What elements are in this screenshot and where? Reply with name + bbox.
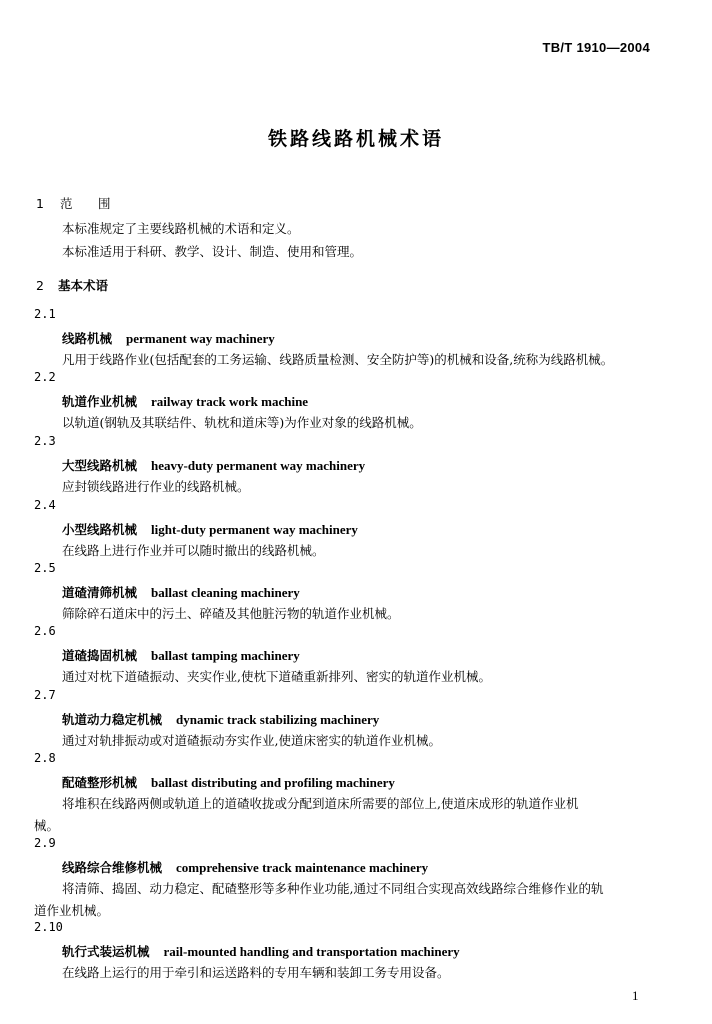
term-heading [62, 858, 428, 876]
term-chinese: 线路综合维修机械 [62, 860, 163, 875]
term-english: dynamic track stabilizing machinery [176, 712, 380, 727]
term-chinese: 轨道作业机械 [62, 394, 138, 409]
term-heading [62, 710, 379, 728]
term-heading [62, 392, 308, 410]
term-chinese: 轨行式装运机械 [62, 944, 150, 959]
scope-number: 1 [36, 196, 44, 211]
term-english: ballast tamping machinery [151, 648, 300, 663]
term-definition: 凡用于线路作业(包括配套的工务运输、线路质量检测、安全防护等)的机械和设备,统称为线路机械。 [62, 352, 614, 367]
basic-terms-heading [36, 276, 108, 294]
term-english: ballast distributing and profiling machinery [151, 775, 395, 790]
term-english: light-duty permanent way machinery [151, 522, 358, 537]
term-heading [62, 583, 300, 601]
term-english: permanent way machinery [126, 331, 275, 346]
term-heading [62, 942, 460, 960]
term-number: 2.9 [34, 836, 56, 850]
term-definition: 应封锁线路进行作业的线路机械。 [62, 479, 250, 494]
term-heading [62, 456, 365, 474]
term-definition: 筛除碎石道床中的污土、碎碴及其他脏污物的轨道作业机械。 [62, 606, 400, 621]
basic-terms-title: 基本术语 [58, 278, 109, 293]
term-definition: 通过对轨排振动或对道碴振动夯实作业,使道床密实的轨道作业机械。 [62, 733, 441, 748]
term-number: 2.6 [34, 624, 56, 638]
scope-heading [36, 194, 111, 212]
term-english: ballast cleaning machinery [151, 585, 300, 600]
term-number: 2.5 [34, 561, 56, 575]
term-chinese: 配碴整形机械 [62, 775, 138, 790]
basic-terms-number: 2 [36, 278, 44, 293]
term-heading [62, 646, 300, 664]
term-chinese: 道碴捣固机械 [62, 648, 138, 663]
term-definition: 以轨道(钢轨及其联结件、轨枕和道床等)为作业对象的线路机械。 [62, 415, 422, 430]
term-definition: 在线路上运行的用于牵引和运送路料的专用车辆和装卸工务专用设备。 [62, 965, 450, 980]
term-definition-continuation: 械。 [34, 818, 60, 833]
term-number: 2.3 [34, 434, 56, 448]
term-english: rail-mounted handling and transportation machinery [163, 944, 460, 959]
term-chinese: 轨道动力稳定机械 [62, 712, 163, 727]
term-definition: 将清筛、捣固、动力稳定、配碴整形等多种作业功能,通过不同组合实现高效线路综合维修作业的轨 [62, 881, 604, 896]
term-english: railway track work machine [151, 394, 309, 409]
term-chinese: 小型线路机械 [62, 522, 138, 537]
term-number: 2.1 [34, 307, 56, 321]
scope-heading-char-2: 围 [98, 196, 111, 211]
term-chinese: 线路机械 [62, 331, 113, 346]
term-heading [62, 520, 358, 538]
term-chinese: 大型线路机械 [62, 458, 138, 473]
term-definition: 将堆积在线路两侧或轨道上的道碴收拢或分配到道床所需要的部位上,使道床成形的轨道作业机 [62, 796, 579, 811]
scope-paragraph: 本标准适用于科研、教学、设计、制造、使用和管理。 [62, 244, 363, 259]
term-definition-continuation: 道作业机械。 [34, 903, 110, 918]
term-definition: 在线路上进行作业并可以随时撤出的线路机械。 [62, 543, 325, 558]
term-english: comprehensive track maintenance machinery [176, 860, 429, 875]
term-chinese: 道碴清筛机械 [62, 585, 138, 600]
term-number: 2.2 [34, 370, 56, 384]
term-number: 2.7 [34, 688, 56, 702]
document-title: 铁路线路机械术语 [267, 128, 444, 150]
term-english: heavy-duty permanent way machinery [151, 458, 366, 473]
term-number: 2.4 [34, 498, 56, 512]
scope-paragraph: 本标准规定了主要线路机械的术语和定义。 [62, 221, 300, 236]
term-heading [62, 773, 395, 791]
page-number: 1 [632, 988, 639, 1003]
term-number: 2.10 [34, 920, 63, 934]
term-number: 2.8 [34, 751, 56, 765]
standard-number: TB/T 1910—2004 [542, 40, 650, 55]
scope-heading-char-1: 范 [60, 196, 73, 211]
term-heading [62, 329, 275, 347]
term-definition: 通过对枕下道碴振动、夹实作业,使枕下道碴重新排列、密实的轨道作业机械。 [62, 669, 491, 684]
